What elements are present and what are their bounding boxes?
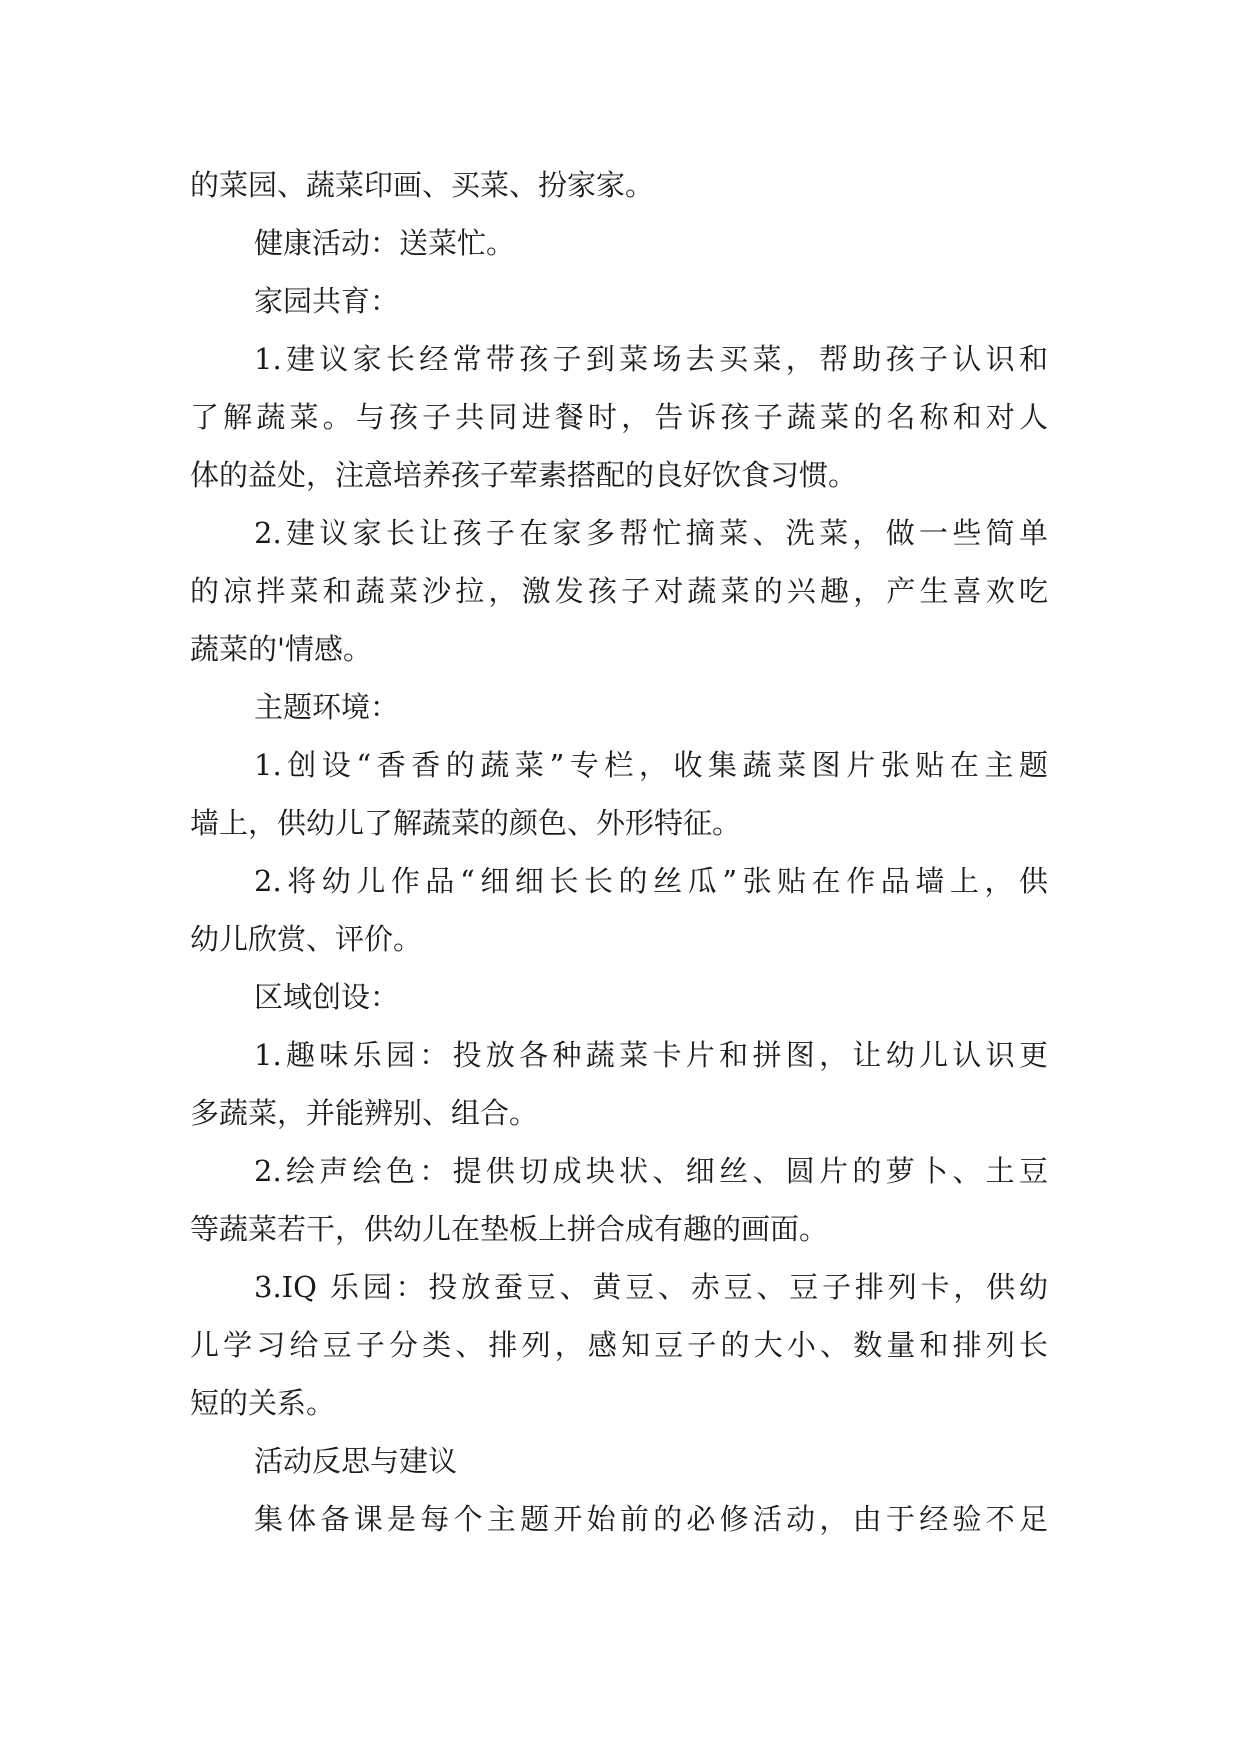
text-line: 主题环境： <box>254 690 400 724</box>
text-line: 短的关系。 <box>190 1386 336 1420</box>
text-line: 蔬菜的'情感。 <box>190 632 372 666</box>
text-line: 墙上，供幼儿了解蔬菜的颜色、外形特征。 <box>190 806 742 840</box>
text-line: 3.IQ 乐园：投放蚕豆、黄豆、赤豆、豆子排列卡，供幼 <box>254 1270 1048 1304</box>
text-line: 活动反思与建议 <box>254 1444 458 1478</box>
text-line: 幼儿欣赏、评价。 <box>190 922 423 956</box>
text-line: 2.建议家长让孩子在家多帮忙摘菜、洗菜，做一些简单 <box>254 516 1048 550</box>
text-line: 多蔬菜，并能辨别、组合。 <box>190 1096 539 1130</box>
text-line: 集体备课是每个主题开始前的必修活动，由于经验不足 <box>254 1502 1048 1536</box>
text-line: 2.将幼儿作品“细细长长的丝瓜”张贴在作品墙上，供 <box>254 864 1048 898</box>
text-line: 家园共育： <box>254 284 400 318</box>
text-line: 等蔬菜若干，供幼儿在垫板上拼合成有趣的画面。 <box>190 1212 829 1246</box>
text-line: 区域创设： <box>254 980 400 1014</box>
text-line: 体的益处，注意培养孩子荤素搭配的良好饮食习惯。 <box>190 458 858 492</box>
document-body <box>190 156 1048 1548</box>
text-line: 的凉拌菜和蔬菜沙拉，激发孩子对蔬菜的兴趣，产生喜欢吃 <box>190 574 1048 608</box>
text-line: 了解蔬菜。与孩子共同进餐时，告诉孩子蔬菜的名称和对人 <box>190 400 1048 434</box>
text-line: 1.创设“香香的蔬菜”专栏，收集蔬菜图片张贴在主题 <box>254 748 1048 782</box>
text-line: 健康活动：送菜忙。 <box>254 226 516 260</box>
text-line: 儿学习给豆子分类、排列，感知豆子的大小、数量和排列长 <box>190 1328 1048 1362</box>
text-line: 2.绘声绘色：提供切成块状、细丝、圆片的萝卜、土豆 <box>254 1154 1048 1188</box>
text-line: 1.趣味乐园：投放各种蔬菜卡片和拼图，让幼儿认识更 <box>254 1038 1048 1072</box>
text-line: 1.建议家长经常带孩子到菜场去买菜，帮助孩子认识和 <box>254 342 1048 376</box>
text-line: 的菜园、蔬菜印画、买菜、扮家家。 <box>190 168 655 202</box>
